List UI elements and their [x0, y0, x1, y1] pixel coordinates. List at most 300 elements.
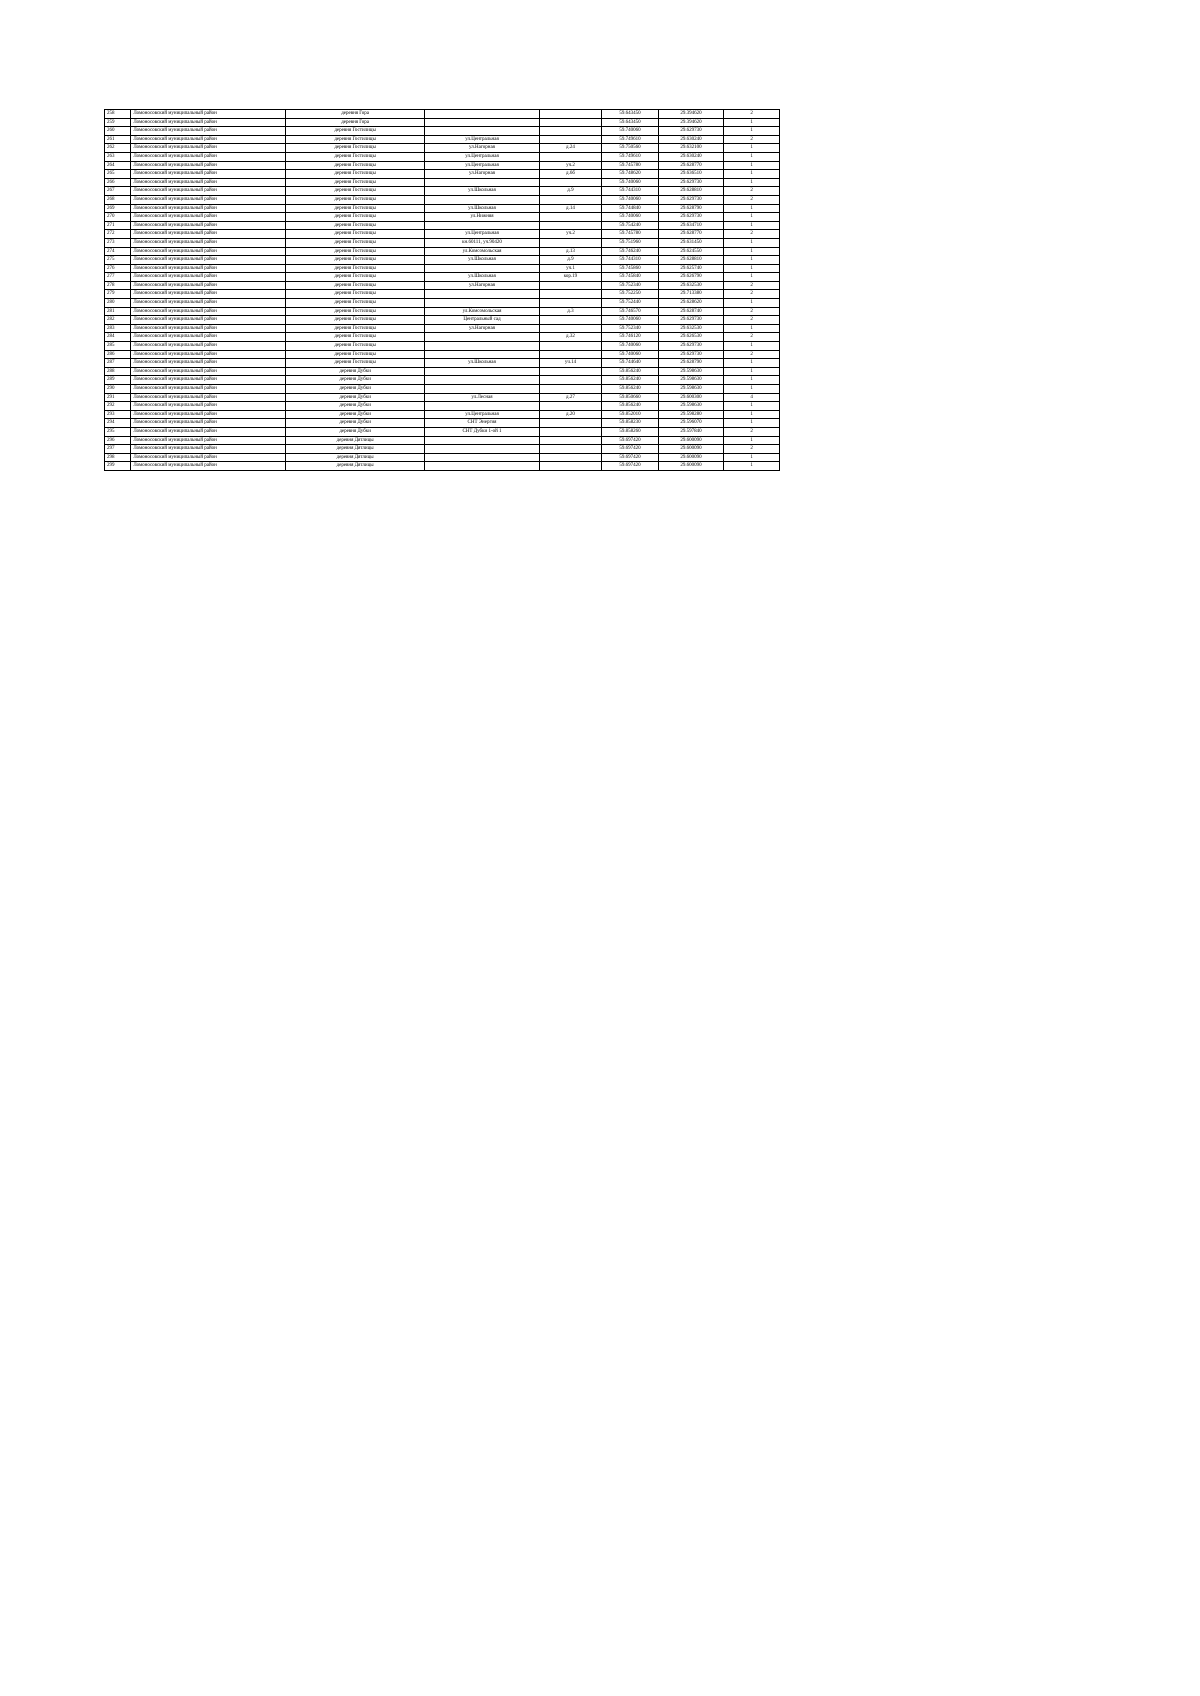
table-cell: 1 [724, 359, 780, 368]
table-cell [539, 221, 601, 230]
table-cell: кор.19 [539, 273, 601, 282]
table-cell [539, 436, 601, 445]
table-cell: уч.14 [539, 359, 601, 368]
table-cell: 2 [724, 187, 780, 196]
table-cell: деревня Гостилицы [286, 299, 425, 308]
table-cell: 290 [105, 385, 131, 394]
table-cell: 59.746120 [602, 333, 659, 342]
table-cell: 29.598630 [658, 402, 723, 411]
table-cell: Ломоносовский муниципальный район [131, 427, 286, 436]
table-row [105, 110, 780, 119]
table-cell: деревня Гостилицы [286, 152, 425, 161]
table-cell: 1 [724, 127, 780, 136]
table-cell: 59.744310 [602, 187, 659, 196]
table-cell: 29.598630 [658, 367, 723, 376]
table-cell: 1 [724, 204, 780, 213]
table-cell: 4 [724, 393, 780, 402]
table-cell: 29.630240 [658, 135, 723, 144]
table-cell: Ломоносовский муниципальный район [131, 118, 286, 127]
table-row [105, 350, 780, 359]
table-cell: 261 [105, 135, 131, 144]
table-cell: Ломоносовский муниципальный район [131, 273, 286, 282]
table-cell: 29.600300 [658, 393, 723, 402]
table-cell: 59.856240 [602, 402, 659, 411]
table-cell [539, 385, 601, 394]
table-cell: 271 [105, 221, 131, 230]
table-cell: д.27 [539, 393, 601, 402]
table-cell: деревня Гостилицы [286, 170, 425, 179]
table-row [105, 324, 780, 333]
table-row [105, 256, 780, 265]
table-cell: Ломоносовский муниципальный район [131, 307, 286, 316]
table-cell: деревня Дубки [286, 419, 425, 428]
table-cell: Ломоносовский муниципальный район [131, 445, 286, 454]
table-cell: деревня Дубки [286, 367, 425, 376]
table-cell: 59.740060 [602, 350, 659, 359]
table-cell: деревня Гостилицы [286, 342, 425, 351]
table-cell: 59.745860 [602, 264, 659, 273]
table-cell: Ломоносовский муниципальный район [131, 256, 286, 265]
table-cell [539, 367, 601, 376]
table-cell: деревня Дятлицы [286, 436, 425, 445]
table-row [105, 238, 780, 247]
table-cell [425, 385, 540, 394]
table-cell [539, 238, 601, 247]
table-cell: деревня Гостилицы [286, 316, 425, 325]
table-cell: 1 [724, 324, 780, 333]
table-cell: 263 [105, 152, 131, 161]
table-cell: ул.Школьная [425, 359, 540, 368]
table-cell: 59.856240 [602, 385, 659, 394]
table-cell: 59.858230 [602, 419, 659, 428]
table-cell: 29.629730 [658, 316, 723, 325]
table-cell: 276 [105, 264, 131, 273]
table-cell: 29.596070 [658, 419, 723, 428]
table-cell: 272 [105, 230, 131, 239]
table-cell: 274 [105, 247, 131, 256]
table-cell: 29.628790 [658, 204, 723, 213]
table-cell: 1 [724, 161, 780, 170]
table-cell: 29.394620 [658, 118, 723, 127]
table-cell: Ломоносовский муниципальный район [131, 367, 286, 376]
table-cell: 278 [105, 281, 131, 290]
table-cell: 59.745780 [602, 161, 659, 170]
table-cell: деревня Гостилицы [286, 127, 425, 136]
table-cell: ул.Нагорная [425, 144, 540, 153]
table-cell: 1 [724, 419, 780, 428]
table-cell [425, 118, 540, 127]
table-row [105, 307, 780, 316]
table-cell: 277 [105, 273, 131, 282]
table-cell: 1 [724, 367, 780, 376]
table-cell: деревня Гостилицы [286, 213, 425, 222]
table-cell: 59.752340 [602, 324, 659, 333]
table-row [105, 359, 780, 368]
table-cell: Центральный сад [425, 316, 540, 325]
table-cell: 279 [105, 290, 131, 299]
table-cell: деревня Дубки [286, 410, 425, 419]
table-row [105, 127, 780, 136]
table-cell: 59.697420 [602, 445, 659, 454]
table-cell: 1 [724, 453, 780, 462]
table-cell: 2 [724, 316, 780, 325]
table-cell: 59.748620 [602, 170, 659, 179]
table-cell: 1 [724, 264, 780, 273]
table-cell: 29.628620 [658, 299, 723, 308]
table-cell [425, 290, 540, 299]
table-cell: 287 [105, 359, 131, 368]
table-row [105, 161, 780, 170]
table-cell [425, 402, 540, 411]
table-cell [425, 127, 540, 136]
table-cell: 291 [105, 393, 131, 402]
table-cell: 2 [724, 290, 780, 299]
table-cell: Ломоносовский муниципальный район [131, 152, 286, 161]
table-cell: 59.744840 [602, 204, 659, 213]
table-cell: ул.Школьная [425, 204, 540, 213]
table-row [105, 410, 780, 419]
table-row [105, 152, 780, 161]
table-cell: 298 [105, 453, 131, 462]
table-cell [539, 445, 601, 454]
table-cell [425, 333, 540, 342]
table-cell: 293 [105, 410, 131, 419]
table-cell: 29.600090 [658, 453, 723, 462]
table-cell: Ломоносовский муниципальный район [131, 453, 286, 462]
table-cell: деревня Гостилицы [286, 135, 425, 144]
table-cell: д.6б [539, 170, 601, 179]
table-cell: 59.752250 [602, 290, 659, 299]
table-cell [425, 350, 540, 359]
table-cell: 1 [724, 213, 780, 222]
table-cell: ул.Центральная [425, 410, 540, 419]
table-cell: д.13 [539, 247, 601, 256]
table-cell: 1 [724, 178, 780, 187]
table-cell: 285 [105, 342, 131, 351]
table-cell [425, 178, 540, 187]
table-cell: деревня Дубки [286, 393, 425, 402]
table-cell: ул.Нагорная [425, 170, 540, 179]
table-cell [425, 453, 540, 462]
table-cell: 2 [724, 350, 780, 359]
table-cell: 59.754240 [602, 221, 659, 230]
table-cell: деревня Гостилицы [286, 204, 425, 213]
table-cell: 29.632530 [658, 281, 723, 290]
table-cell: 29.600090 [658, 436, 723, 445]
table-row [105, 445, 780, 454]
table-cell: Ломоносовский муниципальный район [131, 299, 286, 308]
table-cell: деревня Дятлицы [286, 462, 425, 471]
table-cell: 1 [724, 152, 780, 161]
table-cell: 282 [105, 316, 131, 325]
table-cell: 265 [105, 170, 131, 179]
table-cell [539, 462, 601, 471]
table-cell: 2 [724, 135, 780, 144]
table-cell: 59.697420 [602, 453, 659, 462]
table-cell: 29.629730 [658, 195, 723, 204]
table-row [105, 333, 780, 342]
table-cell [425, 462, 540, 471]
table-cell: 294 [105, 419, 131, 428]
table-cell: 2 [724, 230, 780, 239]
table-cell: 280 [105, 299, 131, 308]
table-cell: 59.858260 [602, 427, 659, 436]
table-cell: 29.598630 [658, 385, 723, 394]
table-cell: 2 [724, 307, 780, 316]
table-cell: Ломоносовский муниципальный район [131, 316, 286, 325]
table-cell: ул.Нижняя [425, 213, 540, 222]
table-cell: 29.634710 [658, 221, 723, 230]
table-cell: 284 [105, 333, 131, 342]
table-cell: 59.740060 [602, 213, 659, 222]
table-cell: 2 [724, 195, 780, 204]
table-row [105, 290, 780, 299]
table-cell: Ломоносовский муниципальный район [131, 324, 286, 333]
table-cell: ул.Центральная [425, 135, 540, 144]
table-cell: 29.628770 [658, 230, 723, 239]
table-cell: 59.746240 [602, 247, 659, 256]
table-cell: 1 [724, 376, 780, 385]
table-cell [425, 367, 540, 376]
table-cell: 292 [105, 402, 131, 411]
table-cell: 296 [105, 436, 131, 445]
table-cell: Ломоносовский муниципальный район [131, 230, 286, 239]
table-cell: 1 [724, 410, 780, 419]
table-cell: 262 [105, 144, 131, 153]
table-cell: 59.745840 [602, 273, 659, 282]
table-cell: д.3 [539, 307, 601, 316]
table-row [105, 376, 780, 385]
table-cell: 59.745780 [602, 230, 659, 239]
table-cell: 1 [724, 299, 780, 308]
table-row [105, 170, 780, 179]
table-cell: 299 [105, 462, 131, 471]
table-cell [425, 342, 540, 351]
table-cell: 1 [724, 342, 780, 351]
table-cell: 59.749610 [602, 135, 659, 144]
table-cell [539, 427, 601, 436]
table-row [105, 342, 780, 351]
table-cell: 29.628740 [658, 307, 723, 316]
table-cell: Ломоносовский муниципальный район [131, 247, 286, 256]
table-cell [539, 118, 601, 127]
table-cell: 59.856240 [602, 367, 659, 376]
table-cell [425, 445, 540, 454]
table-cell: 59.746570 [602, 307, 659, 316]
table-row [105, 462, 780, 471]
table-row [105, 221, 780, 230]
table-cell: 288 [105, 367, 131, 376]
table-cell: деревня Гостилицы [286, 333, 425, 342]
table-cell [539, 152, 601, 161]
table-cell: 269 [105, 204, 131, 213]
table-row [105, 144, 780, 153]
table-cell: 297 [105, 445, 131, 454]
table-cell: 259 [105, 118, 131, 127]
table-cell: деревня Гостилицы [286, 350, 425, 359]
table-cell: ул.Нагорная [425, 324, 540, 333]
table-cell: 29.713380 [658, 290, 723, 299]
table-cell: уч.2 [539, 161, 601, 170]
table-cell: 29.630240 [658, 152, 723, 161]
table-cell: 29.632530 [658, 324, 723, 333]
table-cell: 29.636510 [658, 170, 723, 179]
table-cell: деревня Гостилицы [286, 144, 425, 153]
table-cell: Ломоносовский муниципальный район [131, 385, 286, 394]
table-cell: 59.740060 [602, 195, 659, 204]
table-cell [539, 299, 601, 308]
table-cell: уч.2 [539, 230, 601, 239]
table-cell: ул.Нагорная [425, 281, 540, 290]
table-cell: 266 [105, 178, 131, 187]
table-cell: Ломоносовский муниципальный район [131, 281, 286, 290]
table-cell: Ломоносовский муниципальный район [131, 187, 286, 196]
table-cell: 1 [724, 462, 780, 471]
table-cell: д.20 [539, 410, 601, 419]
table-cell: 29.597840 [658, 427, 723, 436]
table-cell: ул.Школьная [425, 256, 540, 265]
table-cell: деревня Дубки [286, 427, 425, 436]
table-cell: ул.Школьная [425, 273, 540, 282]
table-cell: СНТ Энергия [425, 419, 540, 428]
table-row [105, 273, 780, 282]
table-cell [539, 342, 601, 351]
table-cell: деревня Гостилицы [286, 256, 425, 265]
table-cell: 268 [105, 195, 131, 204]
table-cell: деревня Гостилицы [286, 264, 425, 273]
table-cell: 59.740060 [602, 178, 659, 187]
table-cell: 2 [724, 281, 780, 290]
table-cell: 1 [724, 256, 780, 265]
table-cell [539, 195, 601, 204]
table-cell: ул.Комсомольская [425, 307, 540, 316]
table-row [105, 419, 780, 428]
table-row [105, 427, 780, 436]
table-cell: 1 [724, 144, 780, 153]
table-cell: 59.697420 [602, 436, 659, 445]
table-cell: д.14 [539, 204, 601, 213]
table-cell: 2 [724, 333, 780, 342]
table-cell: Ломоносовский муниципальный район [131, 462, 286, 471]
table-cell [539, 453, 601, 462]
table-cell: 275 [105, 256, 131, 265]
table-row [105, 299, 780, 308]
table-cell [539, 127, 601, 136]
table-cell: 286 [105, 350, 131, 359]
table-cell [539, 290, 601, 299]
table-cell: 273 [105, 238, 131, 247]
table-row [105, 453, 780, 462]
records-table [104, 109, 780, 471]
table-row [105, 316, 780, 325]
table-cell: Ломоносовский муниципальный район [131, 264, 286, 273]
table-cell: 267 [105, 187, 131, 196]
table-cell: деревня Дятлицы [286, 453, 425, 462]
table-cell: 1 [724, 118, 780, 127]
table-cell: 29.629730 [658, 350, 723, 359]
table-cell: 29.624550 [658, 247, 723, 256]
table-row [105, 230, 780, 239]
table-cell: 29.629730 [658, 178, 723, 187]
table-cell: ул.Центральная [425, 152, 540, 161]
table-cell: ул.Комсомольская [425, 247, 540, 256]
table-cell: 29.600090 [658, 462, 723, 471]
table-row [105, 118, 780, 127]
table-cell: деревня Гостилицы [286, 195, 425, 204]
table-cell [425, 264, 540, 273]
table-cell: ул.Центральная [425, 161, 540, 170]
table-row [105, 135, 780, 144]
table-cell: 1 [724, 273, 780, 282]
table-cell [425, 299, 540, 308]
table-cell [539, 324, 601, 333]
table-cell: 270 [105, 213, 131, 222]
table-cell: д.9 [539, 187, 601, 196]
table-cell: 2 [724, 110, 780, 119]
table-cell: Ломоносовский муниципальный район [131, 213, 286, 222]
table-cell: деревня Дятлицы [286, 445, 425, 454]
table-cell: Ломоносовский муниципальный район [131, 376, 286, 385]
table-row [105, 281, 780, 290]
table-cell: 29.629730 [658, 213, 723, 222]
table-cell: 29.631450 [658, 238, 723, 247]
table-cell: Ломоносовский муниципальный район [131, 419, 286, 428]
table-cell: 59.744310 [602, 256, 659, 265]
table-cell: 59.750560 [602, 144, 659, 153]
table-cell: 2 [724, 445, 780, 454]
table-cell [539, 419, 601, 428]
table-cell: Ломоносовский муниципальный район [131, 238, 286, 247]
table-cell: 59.744640 [602, 359, 659, 368]
table-cell: деревня Гостилицы [286, 281, 425, 290]
table-cell: деревня Дубки [286, 376, 425, 385]
table-cell: Ломоносовский муниципальный район [131, 135, 286, 144]
table-cell: деревня Гостилицы [286, 324, 425, 333]
table-cell: Ломоносовский муниципальный район [131, 290, 286, 299]
table-cell: 59.751960 [602, 238, 659, 247]
table-cell: 59.740060 [602, 127, 659, 136]
table-cell: 1 [724, 247, 780, 256]
table-cell: 258 [105, 110, 131, 119]
table-row [105, 195, 780, 204]
table-cell: Ломоносовский муниципальный район [131, 221, 286, 230]
table-cell: кн.60111, уч.90420 [425, 238, 540, 247]
table-cell: Ломоносовский муниципальный район [131, 161, 286, 170]
table-cell: ул.Лесная [425, 393, 540, 402]
table-row [105, 178, 780, 187]
table-cell [425, 376, 540, 385]
table-cell [425, 221, 540, 230]
table-cell: СНТ Дубки 1-ой 1 [425, 427, 540, 436]
table-cell: 29.628810 [658, 187, 723, 196]
table-cell: 29.626790 [658, 273, 723, 282]
table-cell: 283 [105, 324, 131, 333]
table-cell: 59.856240 [602, 376, 659, 385]
table-cell: Ломоносовский муниципальный район [131, 350, 286, 359]
table-cell: 1 [724, 221, 780, 230]
table-cell [425, 195, 540, 204]
table-cell: 1 [724, 238, 780, 247]
table-cell: Ломоносовский муниципальный район [131, 204, 286, 213]
table-cell: деревня Дубки [286, 385, 425, 394]
table-cell: 59.852010 [602, 410, 659, 419]
table-cell: 281 [105, 307, 131, 316]
table-cell: 29.625740 [658, 264, 723, 273]
table-row [105, 264, 780, 273]
table-cell [539, 402, 601, 411]
table-cell: 264 [105, 161, 131, 170]
table-row [105, 402, 780, 411]
